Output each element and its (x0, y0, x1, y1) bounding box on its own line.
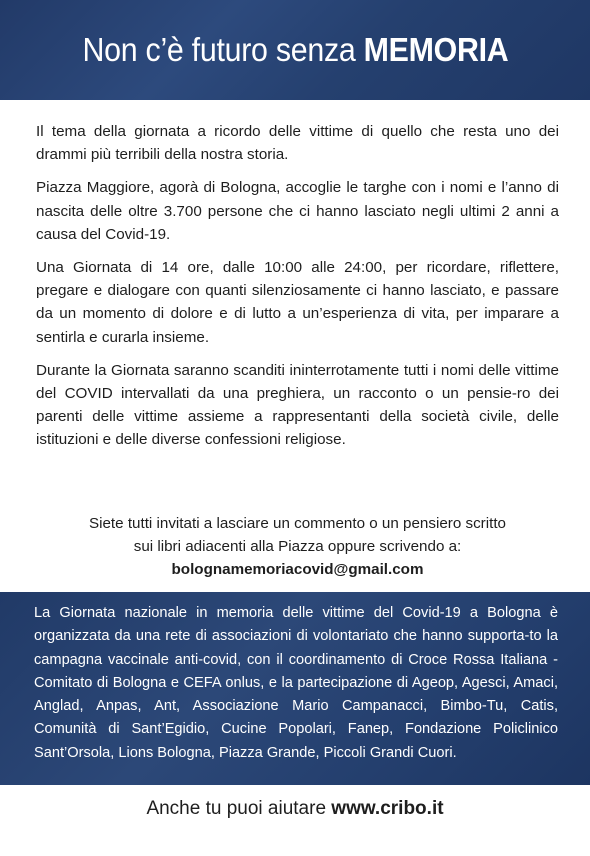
support-line (0, 798, 590, 820)
paragraph-piazza: Piazza Maggiore, agorà di Bologna, accoglie le targhe con i nomi e l’anno di nascita delle oltre 3.700 persone che ci hanno lasciato negli ultimi 2 anni a causa del Covid-19. (36, 179, 559, 243)
header-banner (0, 0, 590, 100)
organizers-box (0, 592, 590, 785)
paragraph-giornata: Una Giornata di 14 ore, dalle 10:00 alle 24:00, per ricordare, riflettere, pregare e dialogare con quanti silenziosamente ci hanno lasciato, e passare da un momento di dolore e di lutto a un’esperienza di vita, per imparare a sentirla e curarla insieme. (36, 259, 559, 346)
organizers-text: La Giornata nazionale in memoria delle vittime del Covid-19 a Bologna è organizzata da una rete di associazioni di volontariato che hanno supporta-to la campagna vaccinale anti-covid, con il coordinamento di Croce Rossa Italiana - Comitato di Bologna e CEFA onlus, e la partecipazione di Ageop, Agesci, Amaci, Anglad, Anpas, Ant, Associazione Mario Campanacci, Bimbo-Tu, Catis, Comunità di Sant’Egidio, Cucine Popolari, Fanep, Fondazione Policlinico Sant’Orsola, Lions Bologna, Piazza Grande, Piccoli Grandi Cuori. (34, 605, 558, 761)
invite-line-1: Siete tutti invitati a lasciare un commento o un pensiero scritto (88, 515, 507, 532)
title-prefix: Non c’è futuro senza (82, 31, 364, 68)
title-emphasis: MEMORIA (363, 31, 508, 68)
body-text (36, 120, 559, 462)
page-title (82, 31, 508, 69)
website-link[interactable]: www.cribo.it (331, 798, 444, 819)
support-prefix: Anche tu puoi aiutare (146, 798, 332, 819)
invite-block (36, 512, 559, 581)
paragraph-intro: Il tema della giornata a ricordo delle vittime di quello che resta uno dei drammi più terribili della nostra storia. (36, 123, 559, 164)
email-link[interactable]: bolognamemoriacovid@gmail.com (171, 561, 424, 578)
invite-line-2: sui libri adiacenti alla Piazza oppure scrivendo a: (133, 538, 462, 555)
paragraph-nomi: Durante la Giornata saranno scanditi ininterrotamente tutti i nomi delle vittime del COVID intervallati da una preghiera, un racconto o un pensie-ro dei parenti delle vittime assieme a rappresentanti della società civile, delle istituzioni e delle diverse confessioni religiose. (36, 361, 559, 449)
